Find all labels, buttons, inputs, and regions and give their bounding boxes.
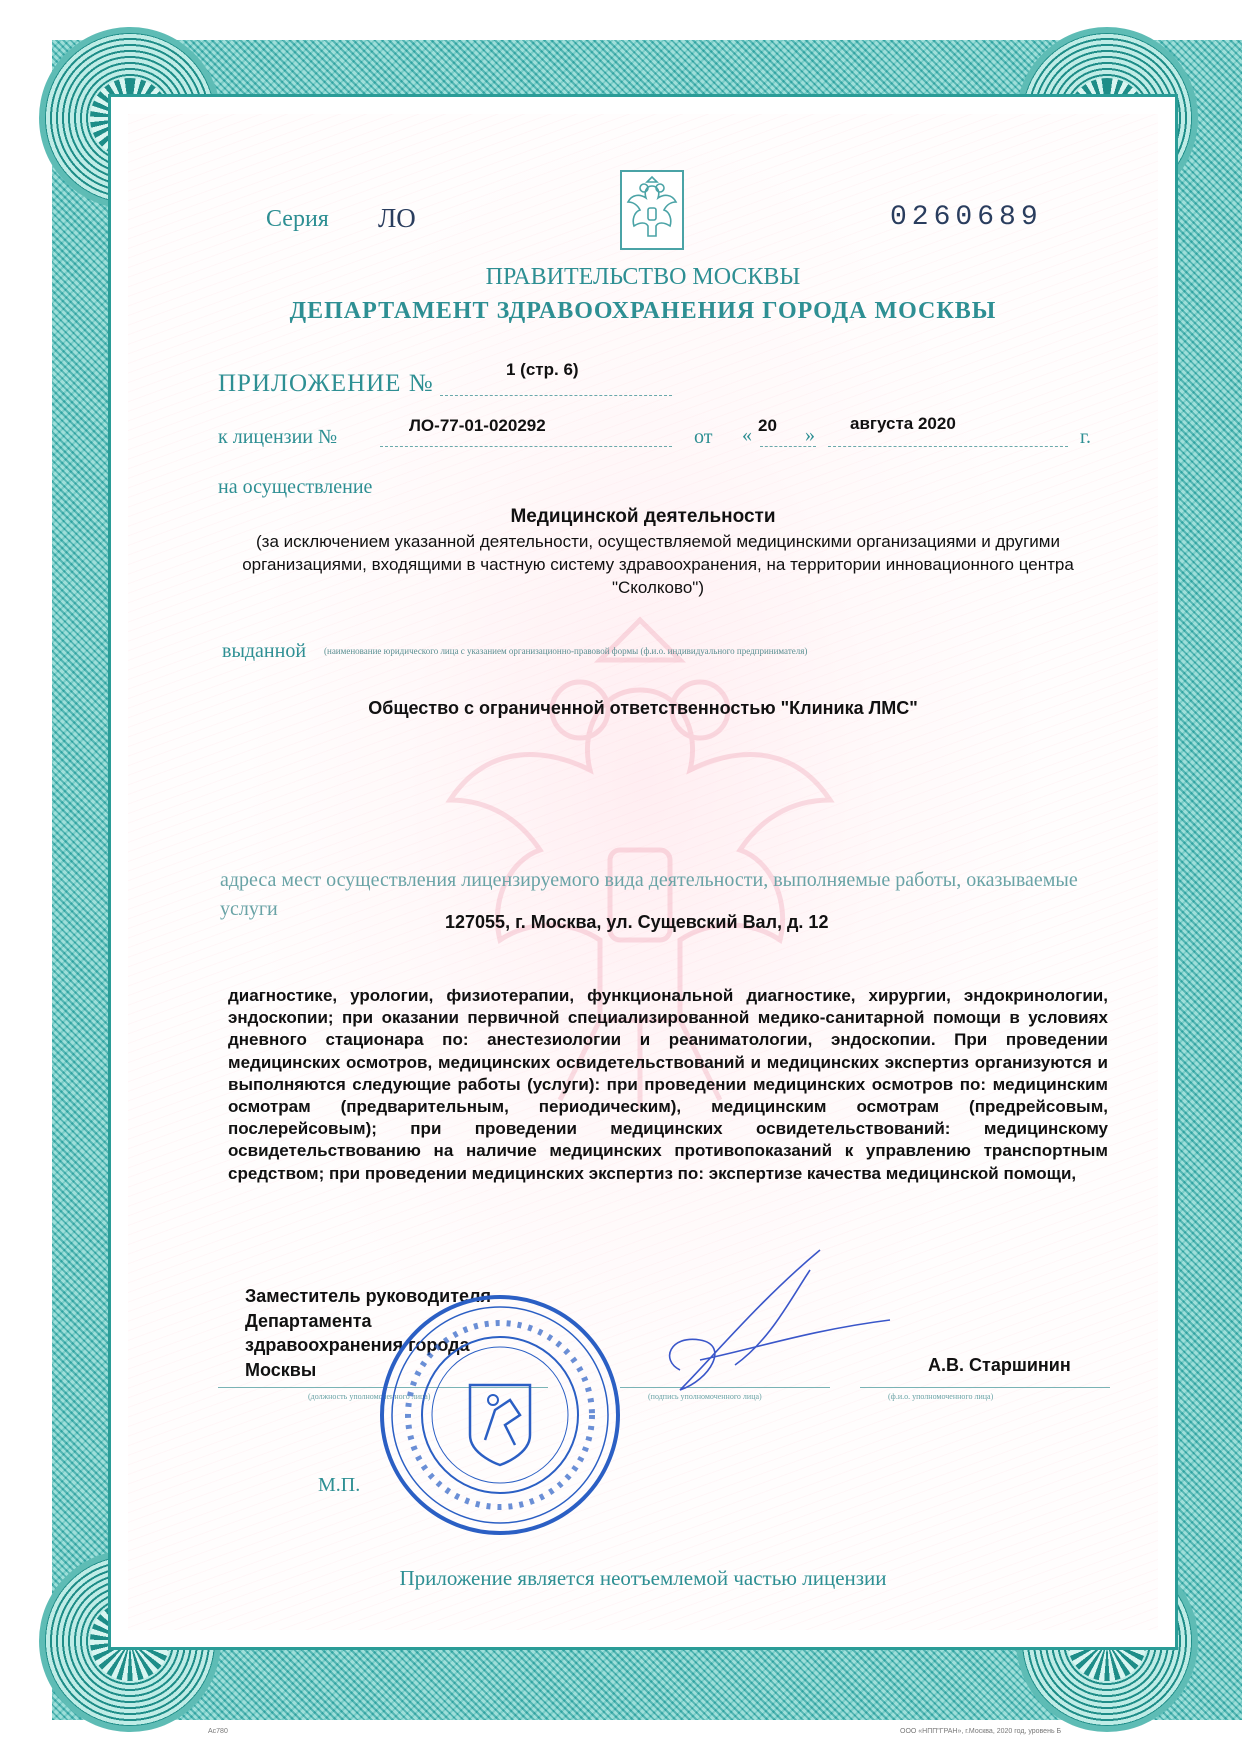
- license-label: к лицензии №: [218, 426, 338, 448]
- license-number: ЛО-77-01-020292: [409, 416, 546, 435]
- government-heading: ПРАВИТЕЛЬСТВО МОСКВЫ: [485, 264, 801, 290]
- printer-code: Ас780: [208, 1728, 228, 1735]
- date-from-label: от: [694, 426, 713, 448]
- license-day: 20: [758, 416, 777, 435]
- services-text: диагностике, урологии, физиотерапии, функциональной диагностике, хирургии, эндокринологии, эндоскопии; при оказании первичной специализированной медико-санитарной помощи в условиях дневного стационара по: анестезиологии и реаниматологии, эндоскопии. При проведении медицинских осмотров, медицинских освидетельствований и медицинских экспертиз организуются и выполняются следующие работы (услуги): при проведении медицинских осмотров по: медицинским осмотрам (предварительным, периодическим), медицинским осмотрам (предрейсовым, послерейсовым); при проведении медицинских освидетельствований: медицинскому освидетельствованию на наличие медицинских противопоказаний к управлению транспортным средством; при проведении медицинских экспертиз по: экспертизе качества медицинской помощи,: [228, 986, 1108, 1183]
- appendix-number: 1 (стр. 6): [506, 360, 579, 379]
- month-underline: [828, 446, 1068, 447]
- coat-of-arms-icon: [620, 170, 684, 250]
- issued-label: выданной: [222, 640, 307, 662]
- license-month-year: августа 2020: [850, 414, 956, 433]
- appendix-underline: [440, 395, 672, 396]
- activity-title: Медицинской деятельности: [510, 506, 776, 527]
- quote-open: «: [742, 424, 752, 446]
- position-line: здравоохранения города: [245, 1335, 470, 1355]
- issued-hint: (наименование юридического лица с указанием организационно-правовой формы (ф.и.о. индивидуального предпринимателя): [324, 646, 808, 656]
- signature-caption: (подпись уполномоченного лица): [648, 1392, 762, 1401]
- official-stamp-icon: [375, 1290, 625, 1540]
- organization-name: Общество с ограниченной ответственностью "Клиника ЛМС": [368, 698, 918, 718]
- position-line: Заместитель руководителя: [245, 1286, 491, 1306]
- quote-close: »: [805, 424, 815, 446]
- series-label: Серия: [266, 206, 329, 232]
- form-number: 0260689: [890, 202, 1043, 233]
- signatory-name: А.В. Старшинин: [928, 1355, 1071, 1375]
- position-line: Департамента: [245, 1310, 372, 1331]
- license-underline: [380, 446, 672, 447]
- activity-description: (за исключением указанной деятельности, осуществляемой медицинскими организациями и другими организациями, входящими в частную систему здравоохранения, на территории инновационного центра "Сколково"): [242, 532, 1074, 597]
- seal-place-label: М.П.: [318, 1474, 361, 1496]
- address-label: адреса мест осуществления лицензируемого вида деятельности, выполняемые работы, оказываемые услуги: [220, 869, 1078, 920]
- year-suffix: г.: [1080, 426, 1091, 448]
- appendix-label: ПРИЛОЖЕНИЕ №: [218, 370, 434, 397]
- printer-imprint: ООО «НПП"ГРАН», г.Москва, 2020 год, уровень Б: [900, 1728, 1062, 1735]
- position-line: Москвы: [245, 1359, 317, 1380]
- address-value: 127055, г. Москва, ул. Сущевский Вал, д. 12: [445, 912, 829, 932]
- activity-label: на осуществление: [218, 476, 373, 498]
- name-caption: (ф.и.о. уполномоченного лица): [888, 1392, 994, 1401]
- handwritten-signature-icon: [640, 1240, 900, 1400]
- footer-note: Приложение является неотъемлемой частью лицензии: [399, 1566, 887, 1590]
- position-caption: (должность уполномоченного лица): [308, 1392, 431, 1401]
- department-heading: ДЕПАРТАМЕНТ ЗДРАВООХРАНЕНИЯ ГОРОДА МОСКВЫ: [289, 298, 997, 324]
- series-value: ЛО: [378, 203, 416, 233]
